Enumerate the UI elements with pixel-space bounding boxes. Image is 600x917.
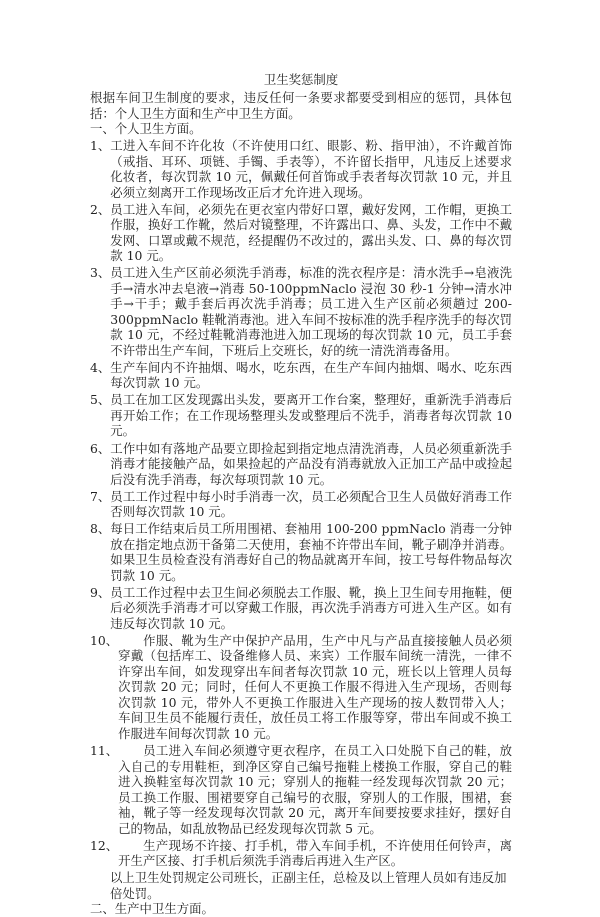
rule-item: [90, 265, 512, 358]
rule-number: 3、: [90, 265, 111, 281]
rule-text: 员工在加工区发现露出头发，要离开工作台案，整理好，重新洗手消毒后再开始工作；在工作现场整理头发或整理后不洗手，消毒者每次罚款 10 元。: [110, 392, 512, 439]
rule-text: 员工工作过程中去卫生间必须脱去工作服、靴，换上卫生间专用拖鞋，便后必须洗手消毒才可以穿戴工作服，再次洗手消毒方可进入生产区。如有违反每次罚款 10 元。: [110, 584, 512, 631]
rule-text: 工作中如有落地产品要立即捡起到指定地点清洗消毒，人员必须重新洗手消毒才能接触产品，如果捡起的产品没有消毒就放入正加工产品中或捡起后没有洗手消毒，每次每项罚款 10 元。: [110, 440, 512, 487]
document-page: [90, 72, 512, 917]
rule-item: [90, 202, 512, 264]
rule-number: 8、: [90, 521, 111, 537]
rule-item: [90, 392, 512, 439]
rule-text: 作服、靴为生产中保护产品用，生产中凡与产品直接接触人员必须穿戴（包括库工、设备维修人员、来宾）工作服车间统一清洗，一律不许穿出车间，如发现穿出车间者每次罚款 10 元，班长以上管理人员每次罚款 20 元；同时，任何人不更换工作服不得进入生产现场，否则每次罚款 10 元，带外人不更换工作服进入生产现场的按人数罚带入人；车间卫生员不能履行责任，放任员工将工作服等穿，带出车间或不换工作服进车间每次罚款 10 元。: [118, 632, 512, 741]
rule-number: 12、: [90, 837, 119, 853]
rule-item: [90, 489, 512, 520]
section-heading-personal: 一、个人卫生方面。: [90, 121, 202, 136]
rule-number: 10、: [90, 632, 119, 648]
rule-text: 员工进入车间必须遵守更衣程序，在员工入口处脱下自己的鞋，放入自己的专用鞋柜，到净区穿自己编号拖鞋上楼换工作服，穿自己的鞋进入换鞋室每次罚款 10 元；穿别人的拖鞋一经发现每次罚款 20 元；员工换工作服、围裙要穿自己编号的衣服，穿别人的工作服，围裙，套袖，靴子等一经发现每次罚款 20 元，离开车间要按要求挂好，摆好自己的物品，如乱放物品已经发现每次罚款 5 元。: [118, 743, 512, 836]
rule-item: [90, 585, 512, 632]
rule-number: 9、: [90, 584, 111, 600]
rule-text: 生产车间内不许抽烟、喝水，吃东西，在生产车间内抽烟、喝水、吃东西每次罚款 10 元。: [110, 359, 512, 391]
rule-number: 6、: [90, 440, 111, 456]
rule-number: 4、: [90, 359, 111, 375]
rule-item: [90, 138, 512, 200]
rule-number: 1、: [90, 138, 111, 154]
rule-item: [90, 441, 512, 488]
rule-item: [90, 838, 512, 869]
rule-number: 7、: [90, 488, 111, 504]
document-title: 卫生奖惩制度: [263, 72, 339, 87]
rule-item: [90, 360, 512, 391]
rule-item: [90, 743, 512, 836]
rule-text: 生产现场不许接、打手机，带入车间手机，不许使用任何铃声，离开生产区接、打手机后须洗手消毒后再进入生产区。: [118, 837, 512, 869]
rule-number: 11、: [90, 743, 119, 759]
rule-item: [90, 521, 512, 583]
rule-number: 5、: [90, 392, 111, 408]
closing-note: 以上卫生处罚规定公司班长，正副主任，总检及以上管理人员如有违反加倍处罚。: [110, 870, 507, 901]
rule-text: 每日工作结束后员工所用围裙、套袖用 100-200 ppmNaclo 消毒一分钟放在指定地点沥干备第二天使用，套袖不许带出车间，靴子刷净并消毒。如果卫生员检查没有消毒好自己的物品就离开车间，按工号每件物品每次罚款 10 元。: [110, 521, 512, 583]
rule-text: 工进入车间不许化妆（不许使用口红、眼影、粉、指甲油），不许戴首饰（戒指、耳环、项链、手镯、手表等），不许留长指甲，凡违反上述要求化妆者，每次罚款 10 元，佩戴任何首饰或手表者每次罚款 10 元，并且必须立刻离开工作现场改正后才允许进入现场。: [110, 138, 512, 200]
rule-number: 2、: [90, 201, 111, 217]
rule-text: 员工进入生产区前必须洗手消毒，标准的洗衣程序是：清水洗手→皂液洗手→清水冲去皂液→消毒 50-100ppmNaclo 浸泡 30 秒-1 分钟→清水冲手→干手；戴手套后再次洗手消毒；员工进入生产区前必须趟过 200-300ppmNaclo 鞋靴消毒池。进入车间不按标准的洗手程序洗手的每次罚款 10 元，不经过鞋靴消毒池进入加工现场的每次罚款 10 元，员工手套不许带出生产车间，下班后上交班长，好的统一清洗消毒备用。: [110, 265, 512, 358]
rule-text: 员工进入车间，必须先在更衣室内带好口罩，戴好发网，工作帽，更换工作服，换好工作靴，然后对镜整理，不许露出口、鼻、头发，工作中不戴发网、口罩或戴不规范，经提醒仍不改过的，露出头发、口、鼻的每次罚款 10 元。: [110, 201, 512, 264]
intro-paragraph: 根据车间卫生制度的要求，违反任何一条要求都要受到相应的惩罚，具体包括：个人卫生方面和生产中卫生方面。: [90, 90, 512, 121]
rule-item: [90, 633, 512, 742]
rule-text: 员工工作过程中每小时手消毒一次，员工必须配合卫生人员做好消毒工作否则每次罚款 10 元。: [110, 488, 512, 520]
section-heading-production: 二、生产中卫生方面。: [90, 901, 214, 917]
